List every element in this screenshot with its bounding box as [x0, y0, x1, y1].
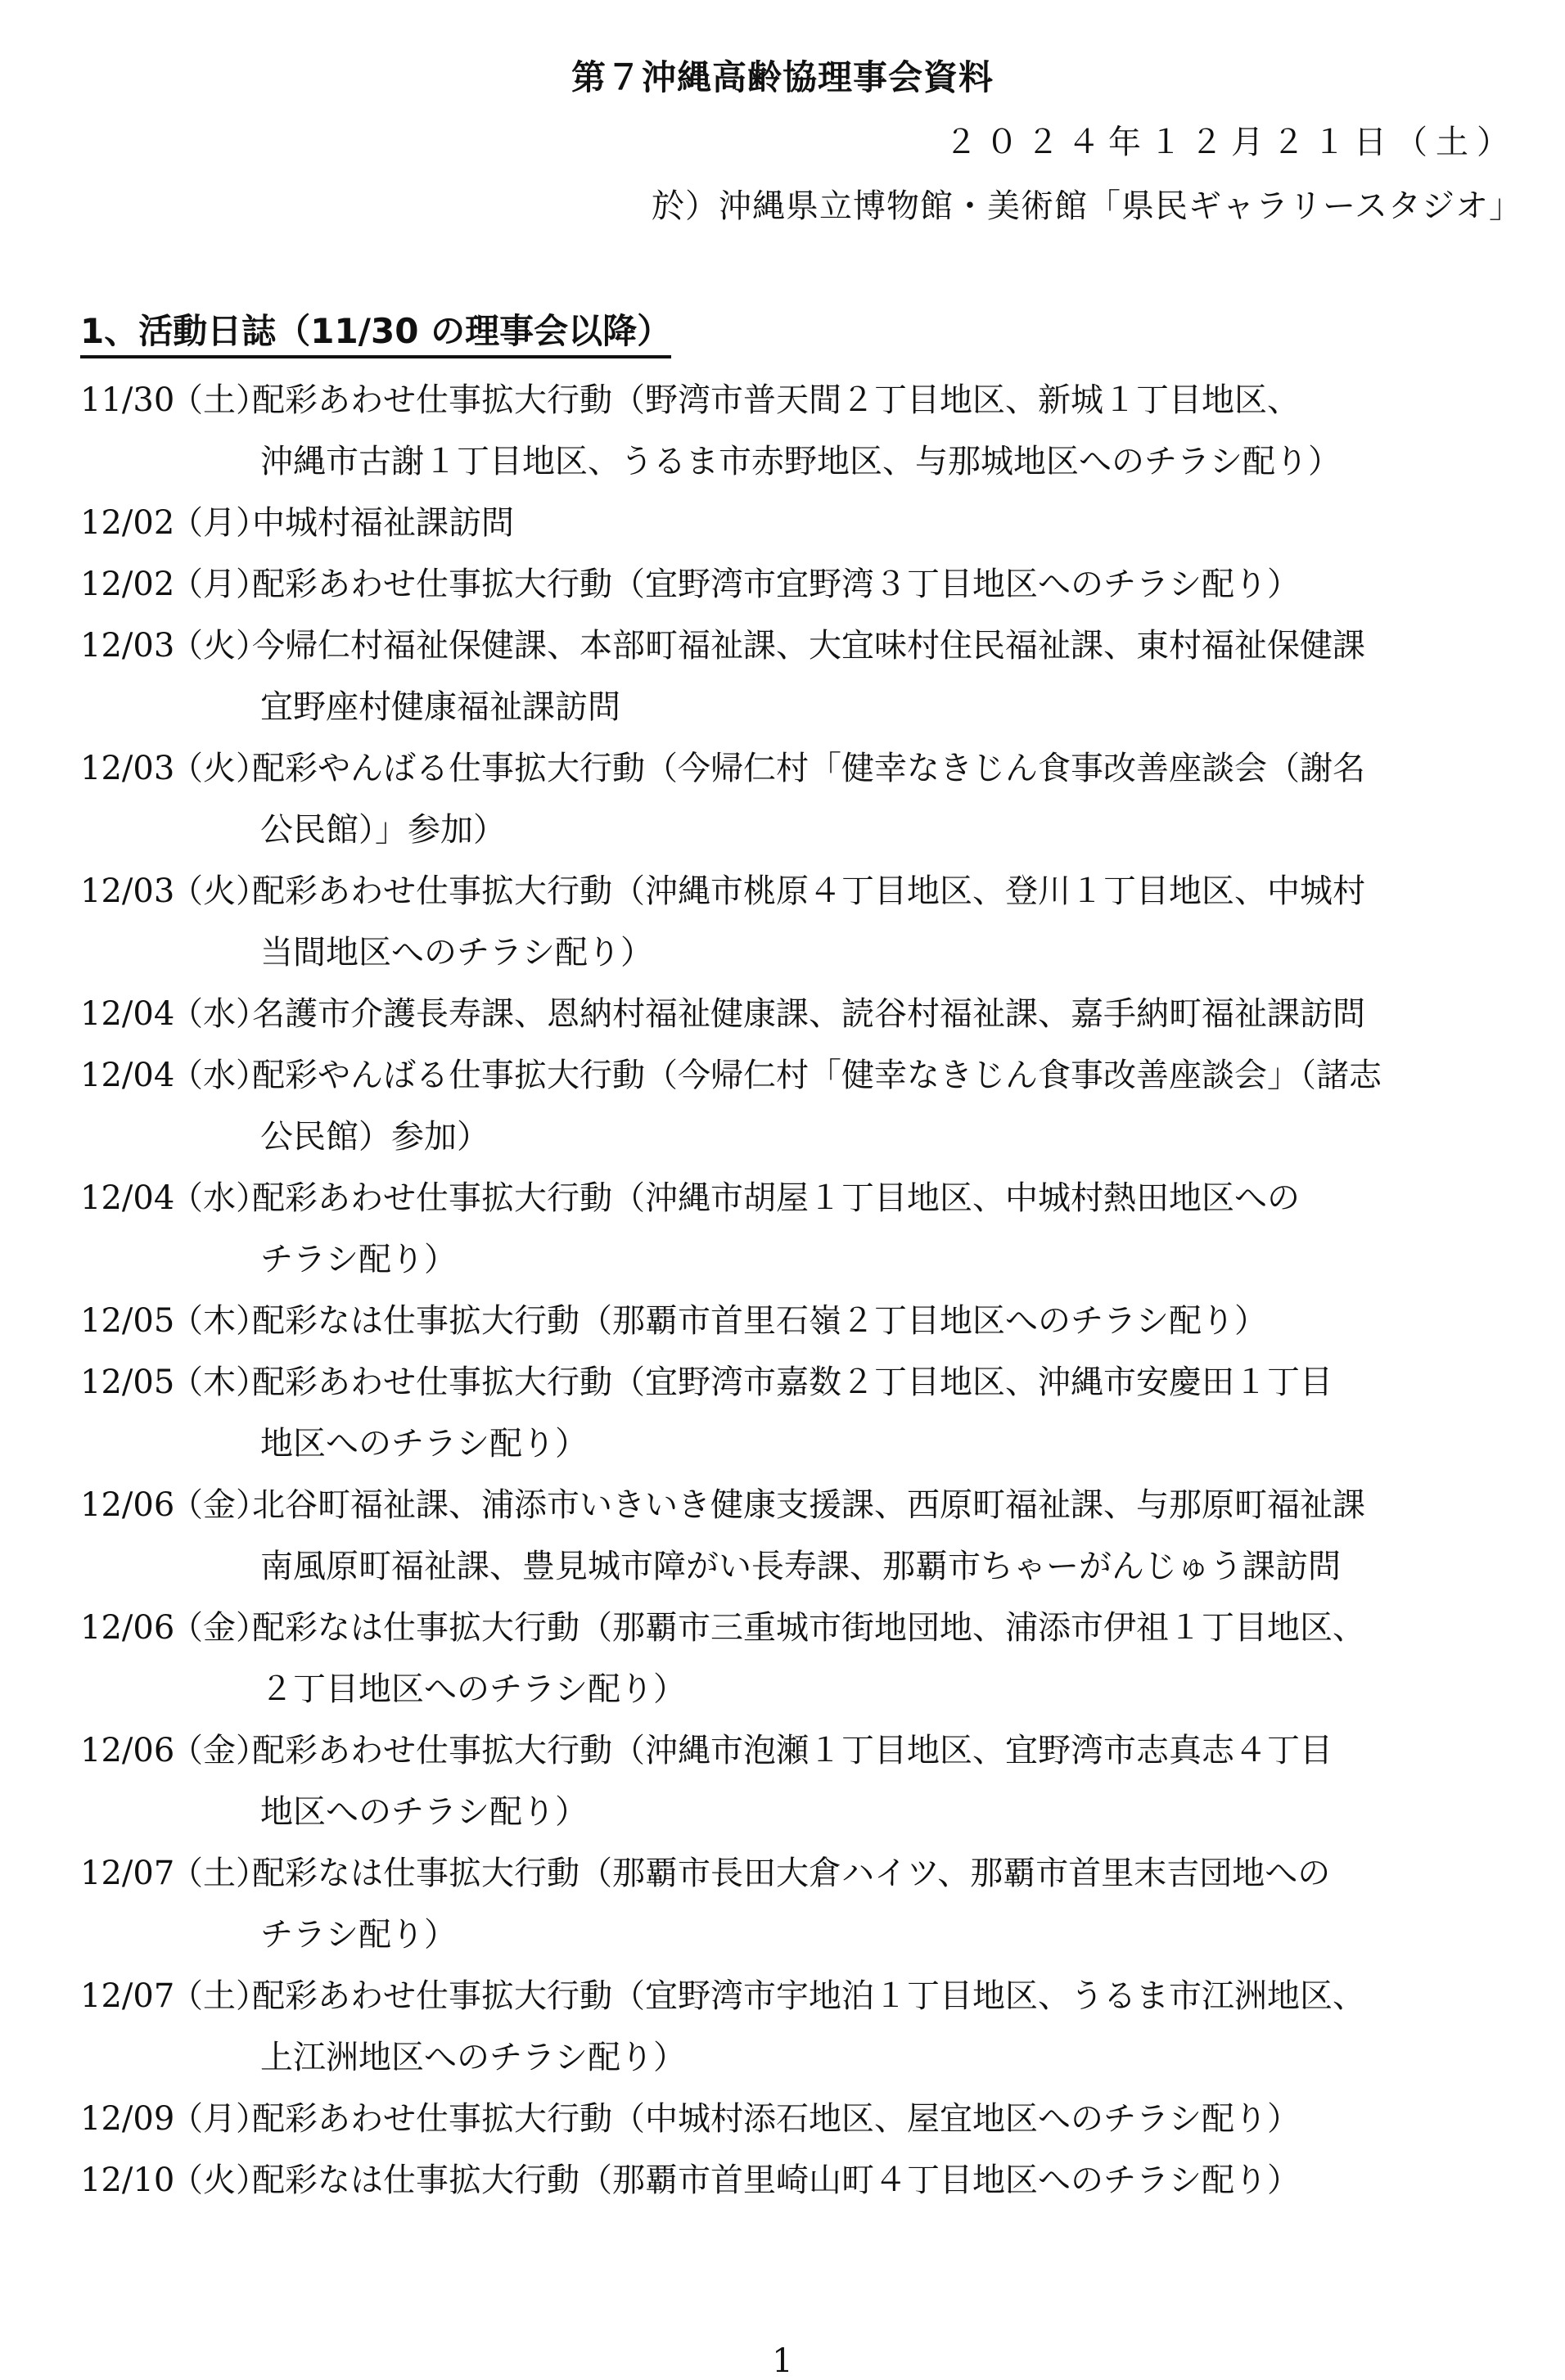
- log-entry-continuation: [80, 1659, 1537, 1720]
- log-entry-first-line: [80, 493, 1537, 554]
- log-text: ２丁目地区へのチラシ配り）: [260, 1670, 686, 1708]
- log-date: 12/07: [80, 1977, 175, 2015]
- log-entry: [80, 1475, 1537, 1598]
- log-date: 12/05: [80, 1364, 175, 1401]
- log-text: 南風原町福祉課、豊見城市障がい長寿課、那覇市ちゃーがんじゅう課訪問: [260, 1548, 1341, 1585]
- log-entry: [80, 1352, 1537, 1475]
- log-date: 12/02: [80, 504, 175, 542]
- log-entry: [80, 2150, 1537, 2211]
- log-weekday: （水）: [170, 995, 268, 1033]
- log-entry-first-line: [80, 1291, 1537, 1352]
- log-weekday: （月）: [170, 504, 268, 542]
- log-text: 沖縄市古謝１丁目地区、うるま市赤野地区、与那城地区へのチラシ配り）: [260, 443, 1341, 480]
- log-date: 12/04: [80, 995, 175, 1033]
- log-weekday: （火）: [170, 2161, 268, 2199]
- section-heading: 1、活動日誌（11/30 の理事会以降）: [80, 304, 671, 358]
- log-date: 12/03: [80, 872, 175, 910]
- log-weekday: （金）: [170, 1486, 268, 1524]
- log-entry-continuation: [80, 800, 1537, 861]
- log-entry-first-line: [80, 1045, 1537, 1107]
- log-date: 12/07: [80, 1855, 175, 1892]
- log-text: 名護市介護長寿課、恩納村福祉健康課、読谷村福祉課、嘉手納町福祉課訪問: [252, 995, 1365, 1033]
- log-weekday: （土）: [170, 1855, 268, 1892]
- log-weekday: （水）: [170, 1179, 268, 1217]
- log-text: 配彩なは仕事拡大行動（那覇市首里崎山町４丁目地区へのチラシ配り）: [252, 2161, 1300, 2199]
- log-date: 12/02: [80, 566, 175, 603]
- log-date: 12/09: [80, 2100, 175, 2138]
- log-entry-continuation: [80, 1536, 1537, 1598]
- log-entry-continuation: [80, 2027, 1537, 2089]
- log-entry-first-line: [80, 615, 1537, 677]
- activity-log: [80, 370, 1537, 2211]
- log-text: 配彩あわせ仕事拡大行動（中城村添石地区、屋宜地区へのチラシ配り）: [252, 2100, 1300, 2138]
- log-entry: [80, 1045, 1537, 1168]
- log-date: 11/30: [80, 381, 175, 419]
- log-text: 配彩なは仕事拡大行動（那覇市首里石嶺２丁目地区へのチラシ配り）: [252, 1302, 1267, 1340]
- log-date: 12/03: [80, 627, 175, 665]
- log-entry: [80, 984, 1537, 1045]
- log-text: 配彩あわせ仕事拡大行動（沖縄市泡瀬１丁目地区、宜野湾市志真志４丁目: [252, 1732, 1333, 1769]
- log-entry: [80, 370, 1537, 493]
- log-date: 12/10: [80, 2161, 175, 2199]
- log-entry: [80, 615, 1537, 738]
- meeting-venue: 於）沖縄県立博物館・美術館「県民ギャラリースタジオ」: [652, 187, 1522, 225]
- log-entry-first-line: [80, 1352, 1537, 1413]
- log-entry: [80, 861, 1537, 984]
- log-entry-first-line: [80, 2150, 1537, 2211]
- log-entry-first-line: [80, 1966, 1537, 2027]
- log-entry-continuation: [80, 1904, 1537, 1966]
- log-date: 12/06: [80, 1609, 175, 1647]
- log-entry: [80, 1843, 1537, 1966]
- log-entry: [80, 554, 1537, 615]
- log-text: 当間地区へのチラシ配り）: [260, 934, 653, 971]
- log-entry-first-line: [80, 1720, 1537, 1782]
- log-entry: [80, 738, 1537, 861]
- log-weekday: （金）: [170, 1609, 268, 1647]
- log-entry-first-line: [80, 554, 1537, 615]
- log-entry-first-line: [80, 1475, 1537, 1536]
- log-weekday: （火）: [170, 872, 268, 910]
- log-entry: [80, 1966, 1537, 2089]
- log-weekday: （木）: [170, 1302, 268, 1340]
- log-text: 配彩あわせ仕事拡大行動（沖縄市胡屋１丁目地区、中城村熱田地区への: [252, 1179, 1300, 1217]
- log-entry: [80, 1291, 1537, 1352]
- log-text: 配彩なは仕事拡大行動（那覇市長田大倉ハイツ、那覇市首里末吉団地への: [252, 1855, 1331, 1892]
- log-weekday: （月）: [170, 566, 268, 603]
- log-text: チラシ配り）: [260, 1241, 457, 1278]
- log-text: 配彩なは仕事拡大行動（那覇市三重城市街地団地、浦添市伊祖１丁目地区、: [252, 1609, 1365, 1647]
- log-date: 12/04: [80, 1057, 175, 1094]
- log-text: 配彩やんばる仕事拡大行動（今帰仁村「健幸なきじん食事改善座談会（謝名: [252, 750, 1365, 787]
- log-weekday: （土）: [170, 381, 268, 419]
- log-entry-continuation: [80, 431, 1537, 493]
- log-text: 公民館）参加）: [260, 1118, 489, 1156]
- log-entry-first-line: [80, 738, 1537, 800]
- log-entry: [80, 1168, 1537, 1291]
- document-title: 第７沖縄高齢協理事会資料: [571, 57, 994, 97]
- log-text: 公民館）」参加）: [260, 811, 506, 849]
- log-date: 12/05: [80, 1302, 175, 1340]
- log-date: 12/06: [80, 1486, 175, 1524]
- log-entry-first-line: [80, 1598, 1537, 1659]
- log-entry-first-line: [80, 861, 1537, 922]
- log-date: 12/03: [80, 750, 175, 787]
- log-entry-first-line: [80, 2089, 1537, 2150]
- log-entry: [80, 2089, 1537, 2150]
- log-entry-first-line: [80, 984, 1537, 1045]
- log-text: 今帰仁村福祉保健課、本部町福祉課、大宜味村住民福祉課、東村福祉保健課: [252, 627, 1365, 665]
- log-entry-continuation: [80, 1229, 1537, 1291]
- log-entry-first-line: [80, 1843, 1537, 1904]
- log-text: 配彩あわせ仕事拡大行動（宜野湾市嘉数２丁目地区、沖縄市安慶田１丁目: [252, 1364, 1333, 1401]
- log-entry-continuation: [80, 1782, 1537, 1843]
- log-text: 上江洲地区へのチラシ配り）: [260, 2039, 686, 2076]
- log-date: 12/04: [80, 1179, 175, 1217]
- log-text: 宜野座村健康福祉課訪問: [260, 688, 620, 726]
- log-weekday: （火）: [170, 750, 268, 787]
- log-entry-continuation: [80, 922, 1537, 984]
- log-text: 中城村福祉課訪問: [252, 504, 514, 542]
- log-weekday: （土）: [170, 1977, 268, 2015]
- log-text: 配彩あわせ仕事拡大行動（野湾市普天間２丁目地区、新城１丁目地区、: [252, 381, 1300, 419]
- log-entry-first-line: [80, 370, 1537, 431]
- log-entry-continuation: [80, 1413, 1537, 1475]
- log-text: 地区へのチラシ配り）: [260, 1793, 588, 1831]
- log-weekday: （月）: [170, 2100, 268, 2138]
- page-number: 1: [772, 2342, 793, 2380]
- log-text: 配彩あわせ仕事拡大行動（沖縄市桃原４丁目地区、登川１丁目地区、中城村: [252, 872, 1365, 910]
- log-entry: [80, 1598, 1537, 1720]
- log-text: 配彩あわせ仕事拡大行動（宜野湾市宜野湾３丁目地区へのチラシ配り）: [252, 566, 1300, 603]
- log-date: 12/06: [80, 1732, 175, 1769]
- log-text: 配彩やんばる仕事拡大行動（今帰仁村「健幸なきじん食事改善座談会」（諸志: [252, 1057, 1382, 1094]
- log-text: 北谷町福祉課、浦添市いきいき健康支援課、西原町福祉課、与那原町福祉課: [252, 1486, 1365, 1524]
- log-entry-continuation: [80, 677, 1537, 738]
- log-entry-continuation: [80, 1107, 1537, 1168]
- log-weekday: （火）: [170, 627, 268, 665]
- log-text: 地区へのチラシ配り）: [260, 1425, 588, 1463]
- meeting-date: ２０２４年１２月２１日（土）: [945, 124, 1518, 161]
- log-weekday: （水）: [170, 1057, 268, 1094]
- log-entry: [80, 1720, 1537, 1843]
- log-text: チラシ配り）: [260, 1916, 457, 1954]
- log-weekday: （木）: [170, 1364, 268, 1401]
- log-text: 配彩あわせ仕事拡大行動（宜野湾市宇地泊１丁目地区、うるま市江洲地区、: [252, 1977, 1365, 2015]
- log-entry: [80, 493, 1537, 554]
- log-weekday: （金）: [170, 1732, 268, 1769]
- log-entry-first-line: [80, 1168, 1537, 1229]
